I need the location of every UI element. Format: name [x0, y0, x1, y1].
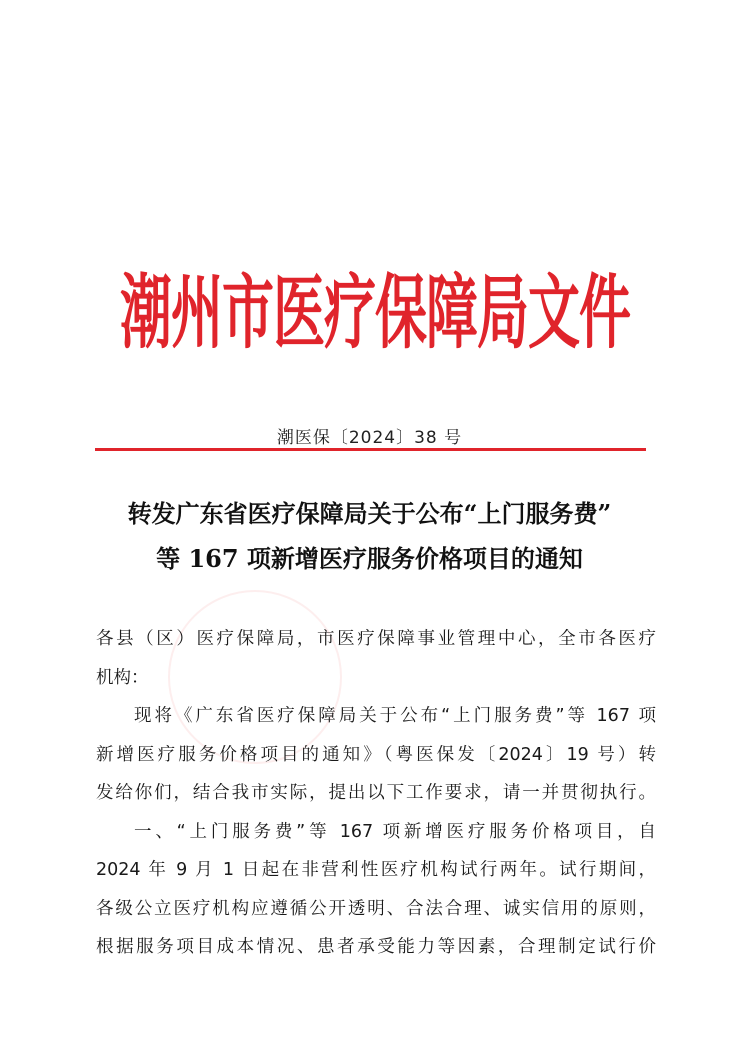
- document-title: [60, 491, 679, 581]
- document-number: 潮医保〔2024〕38 号: [276, 428, 463, 448]
- body-line: 现将《广东省医疗保障局关于公布“上门服务费”等 167 项: [134, 706, 656, 726]
- body-line: 机构：: [96, 667, 149, 688]
- document-title-line-2: 等 167 项新增医疗服务价格项目的通知: [156, 544, 583, 573]
- body-line: 各级公立医疗机构应遵循公开透明、合法合理、诚实信用的原则，: [96, 898, 656, 919]
- body-line: 根据服务项目成本情况、患者承受能力等因素，合理制定试行价: [96, 937, 656, 957]
- red-divider-line: [95, 448, 646, 451]
- document-body: [96, 620, 656, 967]
- body-line: 一、“上门服务费”等 167 项新增医疗服务价格项目，自: [134, 821, 656, 842]
- body-line: 各县（区）医疗保障局，市医疗保障事业管理中心，全市各医疗: [96, 629, 656, 649]
- masthead-title: 潮州市医疗保障局文件: [120, 267, 631, 361]
- body-line: 2024 年 9 月 1 日起在非营利性医疗机构试行两年。试行期间，: [96, 860, 656, 880]
- body-line: 新增医疗服务价格项目的通知》（粤医保发〔2024〕19 号）转: [96, 744, 656, 765]
- body-line: 发给你们，结合我市实际，提出以下工作要求，请一并贯彻执行。: [96, 783, 656, 803]
- document-title-line-1: 转发广东省医疗保障局关于公布“上门服务费”: [127, 499, 612, 528]
